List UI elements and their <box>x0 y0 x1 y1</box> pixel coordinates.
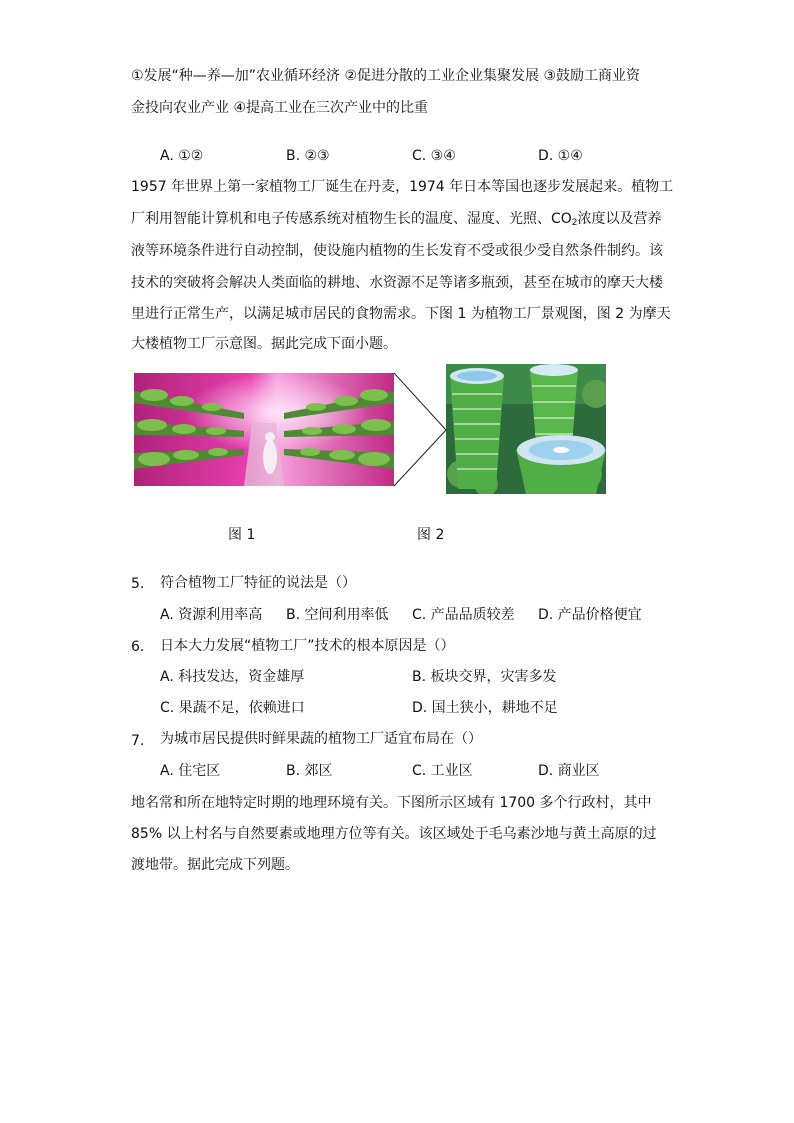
passage-line: 85% 以上村名与自然要素或地理方位等有关。该区域处于毛乌素沙地与黄土高原的过 <box>131 826 657 842</box>
passage-line: 1957 年世界上第一家植物工厂诞生在丹麦，1974 年日本等国也逐步发展起来。植物工 <box>131 179 674 195</box>
question-text: 日本大力发展“植物工厂”技术的根本原因是（） <box>160 638 455 654</box>
option-c[interactable]: C. 果蔬不足，依赖进口 <box>160 700 305 716</box>
option-d[interactable]: D. 产品价格便宜 <box>538 607 642 623</box>
passage-line: 液等环境条件进行自动控制，使设施内植物的生长发育不受或很少受自然条件制约。该 <box>131 243 663 259</box>
option-d[interactable]: D. 国土狭小，耕地不足 <box>412 700 558 716</box>
passage-line: 地名常和所在地特定时期的地理环境有关。下图所示区域有 1700 多个行政村，其中 <box>131 795 652 811</box>
figure-connector-lines <box>390 360 450 500</box>
passage-line: 大楼植物工厂示意图。据此完成下面小题。 <box>131 336 397 352</box>
question-text: 符合植物工厂特征的说法是（） <box>160 575 356 591</box>
option-c[interactable]: C. ③④ <box>412 148 456 164</box>
question-number: 5. <box>131 576 145 592</box>
option-b[interactable]: B. ②③ <box>286 148 330 164</box>
passage-line: 技术的突破将会解决人类面临的耕地、水资源不足等诸多瓶颈，甚至在城市的摩天大楼 <box>131 275 663 291</box>
question-number: 6. <box>131 639 145 655</box>
option-d[interactable]: D. 商业区 <box>538 763 600 779</box>
option-a[interactable]: A. 住宅区 <box>160 763 221 779</box>
option-b[interactable]: B. 空间利用率低 <box>286 607 389 623</box>
figure2-caption: 图 2 <box>417 527 445 543</box>
plant-factory-image <box>134 373 394 486</box>
option-d[interactable]: D. ①④ <box>538 148 583 164</box>
question-text: 为城市居民提供时鲜果蔬的植物工厂适宜布局在（） <box>160 731 482 747</box>
passage-line: 渡地带。据此完成下列题。 <box>131 857 299 873</box>
option-b[interactable]: B. 板块交界，灾害多发 <box>412 669 557 685</box>
passage-line: 里进行正常生产，以满足城市居民的食物需求。下图 1 为植物工厂景观图，图 2 为摩天 <box>131 306 671 322</box>
statement-line: 金投向农业产业 ④提高工业在三次产业中的比重 <box>131 100 428 116</box>
skyscraper-farm-image <box>446 364 606 494</box>
statement-line: ①发展“种—养—加”农业循环经济 ②促进分散的工业企业集聚发展 ③鼓励工商业资 <box>131 68 641 84</box>
option-b[interactable]: B. 郊区 <box>286 763 333 779</box>
option-c[interactable]: C. 产品品质较差 <box>412 607 515 623</box>
figure1-caption: 图 1 <box>228 527 256 543</box>
option-a[interactable]: A. 资源利用率高 <box>160 607 263 623</box>
option-a[interactable]: A. ①② <box>160 148 204 164</box>
passage-line: 厂利用智能计算机和电子传感系统对植物生长的温度、湿度、光照、$CO_2$浓度以及营养 <box>131 211 662 228</box>
option-c[interactable]: C. 工业区 <box>412 763 473 779</box>
option-a[interactable]: A. 科技发达，资金雄厚 <box>160 669 305 685</box>
question-number: 7. <box>131 733 145 749</box>
